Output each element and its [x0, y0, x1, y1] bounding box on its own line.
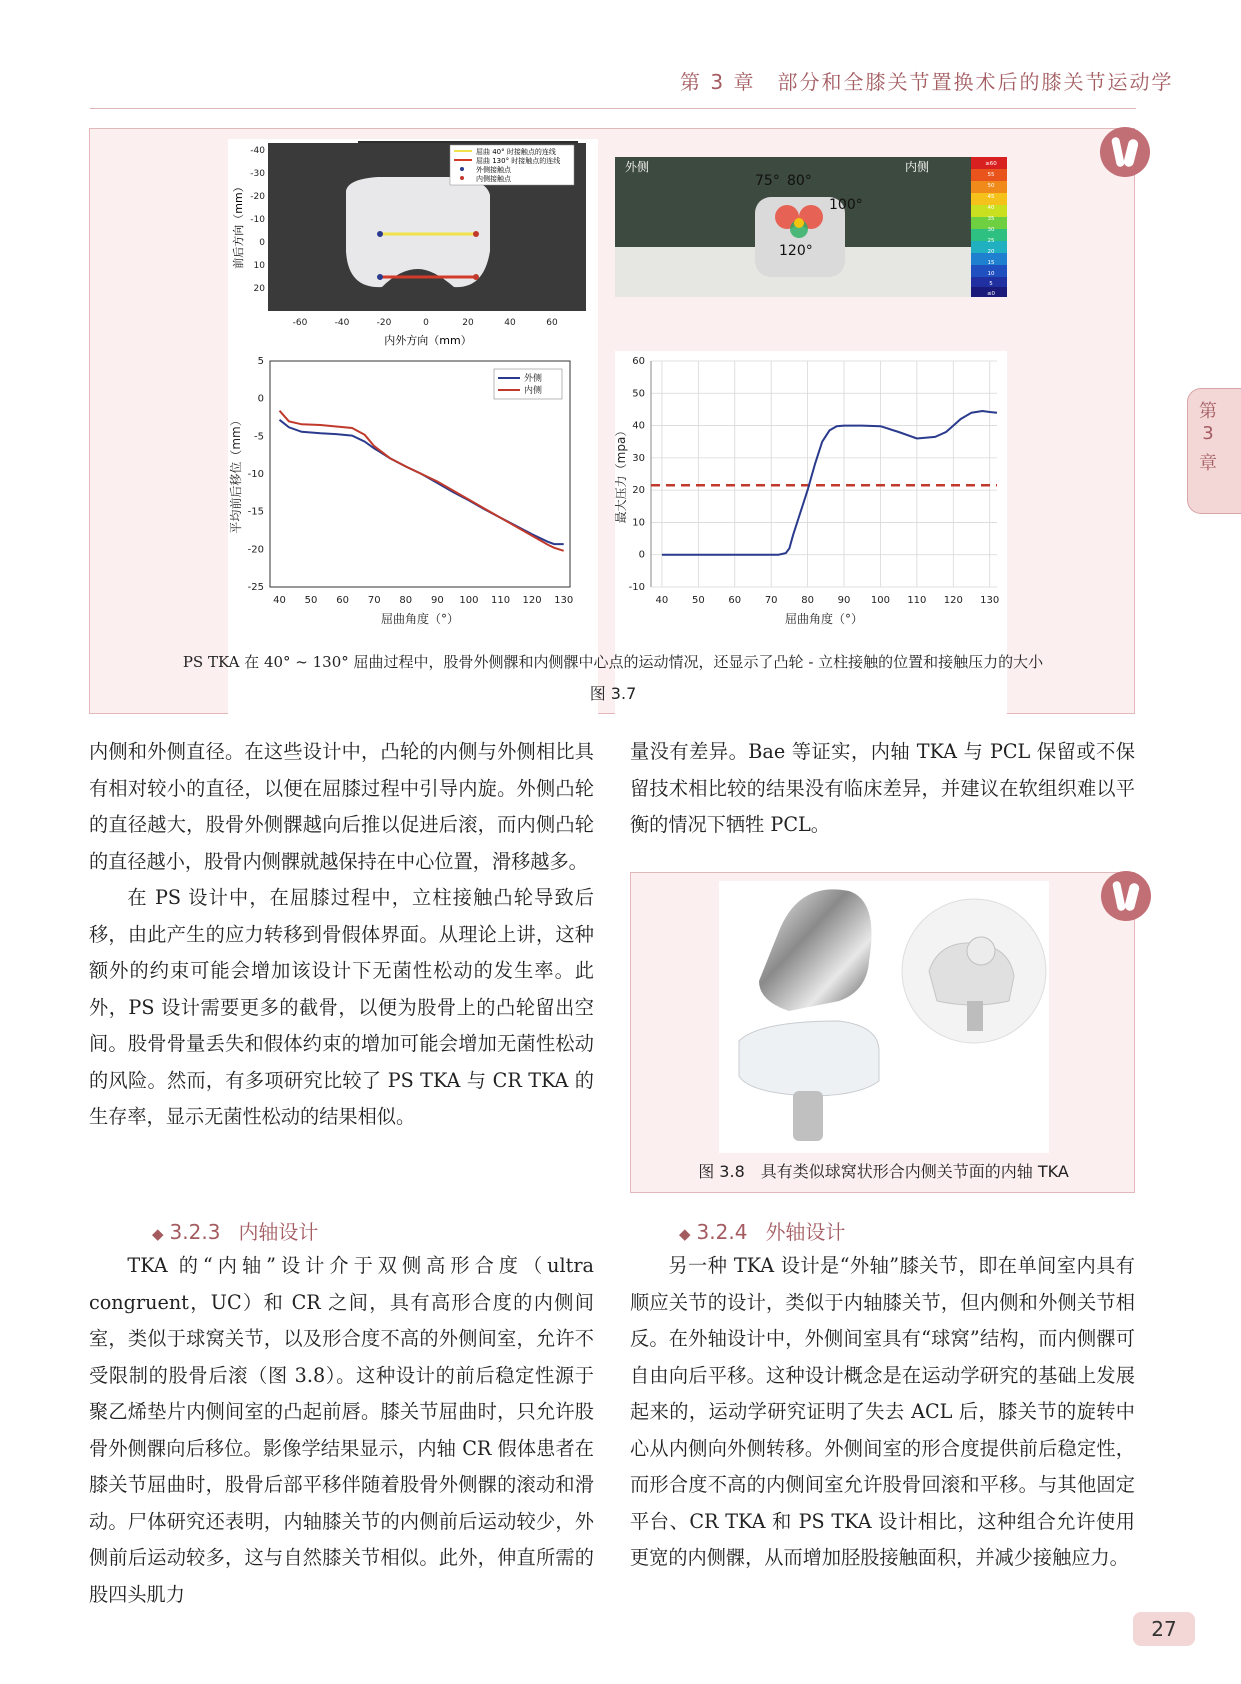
figure-3-8-panel	[630, 872, 1135, 1193]
section-heading-3-2-4: ◆ 3.2.4 外轴设计	[679, 1220, 846, 1244]
y-axis-label: 最大压力（mpa）	[615, 424, 628, 524]
a-xtick: -20	[376, 318, 392, 328]
a-xlabel: 内外方向（mm）	[384, 334, 472, 347]
legend-label: 内侧	[524, 386, 543, 396]
y-tick-label: -20	[247, 544, 264, 556]
x-tick-label: 110	[490, 595, 511, 606]
paragraph: 内侧和外侧直径。在这些设计中，凸轮的内侧与外侧相比具有相对较小的直径，以便在屈膝过程中引导内旋。外侧凸轮的直径越大，股骨外侧髁越向后推以促进后滚，而内侧凸轮的直径越小，股骨内侧髁就越保持在中心位置，滑移越多。	[89, 740, 594, 873]
a-ytick: -30	[250, 169, 265, 179]
diamond-icon: ◆	[679, 1225, 691, 1243]
chapter-side-tab	[1187, 388, 1241, 514]
tibial-stem	[793, 1091, 823, 1141]
svg-text:40: 40	[987, 205, 995, 211]
lateral-point-40	[377, 231, 383, 237]
y-tick-label: -15	[247, 506, 264, 518]
x-tick-label: 120	[522, 595, 542, 606]
y-tick-label: 30	[632, 452, 645, 464]
svg-text:20: 20	[987, 249, 995, 255]
x-tick-label: 120	[943, 595, 963, 606]
a-ytick: 20	[253, 284, 265, 294]
y-tick-label: 5	[257, 356, 264, 367]
side-tab-line1: 第	[1199, 401, 1217, 422]
x-tick-label: 50	[304, 595, 318, 606]
y-tick-label: -25	[247, 582, 264, 593]
panel-b-svg	[615, 157, 1007, 297]
left-column-bottom	[89, 1248, 594, 1613]
right-column-top	[630, 734, 1135, 844]
a-xtick: -60	[292, 318, 308, 328]
knee-implant-photo	[719, 881, 1049, 1153]
side-tab-line3: 章	[1199, 453, 1217, 474]
page-number: 27	[1133, 1612, 1195, 1646]
y-tick-label: 60	[632, 356, 645, 367]
a-xtick: 0	[423, 318, 429, 328]
series-line-内侧	[280, 411, 564, 551]
x-tick-label: 70	[764, 595, 778, 606]
a-ytick: 10	[253, 261, 265, 271]
legend-a-4: 内侧接触点	[476, 175, 511, 183]
paragraph: 在 PS 设计中，在屈膝过程中，立柱接触凸轮导致后移，由此产生的应力转移到骨假体界面。从理论上讲，这种额外的约束可能会增加该设计下无菌性松动的发生率。此外，PS 设计需要更多的截骨，以便为股骨上的凸轮留出空间。股骨骨量丢失和假体约束的增加可能会增加无菌性松动的风险。然而，有多项研究比较了 PS TKA 与 CR TKA 的生存率，显示无菌性松动的结果相似。	[89, 886, 594, 1128]
y-tick-label: -10	[247, 469, 264, 480]
x-tick-label: 80	[801, 595, 814, 606]
legend-a-1: 屈曲 40° 时接触点的连线	[476, 148, 556, 156]
a-xtick: -40	[334, 318, 350, 328]
paragraph: TKA 的“内轴”设计介于双侧高形合度（ultra congruent，UC）和 CR 之间，具有高形合度的内侧间室，类似于球窝关节，以及形合度不高的外侧间室，允许不受限制的股骨后滚（图 3.8）。这种设计的前后稳定性源于聚乙烯垫片内侧间室的凸起前唇。膝关节屈曲时，只允许股骨外侧髁向后移位。影像学结果显示，内轴 CR 假体患者在膝关节屈曲时，股骨后部平移伴随着股骨外侧髁的滚动和滑动。尸体研究还表明，内轴膝关节的内侧前后运动较少，外侧前后运动较多，这与自然膝关节相似。此外，伸直所需的股四头肌力	[89, 1254, 594, 1606]
a-ylabel: 前后方向（mm）	[232, 181, 245, 269]
angle-label: 120°	[779, 243, 813, 259]
x-tick-label: 70	[367, 595, 381, 606]
section-heading-3-2-3: ◆ 3.2.3 内轴设计	[152, 1220, 319, 1244]
paragraph: 另一种 TKA 设计是“外轴”膝关节，即在单间室内具有顺应关节的设计，类似于内轴膝关节，但内侧和外侧关节相反。在外轴设计中，外侧间室具有“球窝”结构，而内侧髁可自由向后平移。这种设计概念是在运动学研究的基础上发展起来的，运动学研究证明了失去 ACL 后，膝关节的旋转中心从内侧向外侧转移。外侧间室的形合度提供前后稳定性，而形合度不高的内侧间室允许股骨回滚和平移。与其他固定平台、CR TKA 和 PS TKA 设计相比，这种组合允许使用更宽的内侧髁，从而增加胫股接触面积，并减少接触应力。	[630, 1254, 1135, 1569]
left-column-top	[89, 734, 594, 1136]
figure-3-7-panel	[89, 128, 1135, 714]
lateral-point-130	[377, 274, 383, 280]
figure-3-8-caption: 图 3.8 具有类似球窝状形合内侧关节面的内轴 TKA	[698, 1162, 1069, 1181]
figure-3-7-label: 图 3.7	[589, 684, 637, 703]
y-tick-label: 0	[638, 549, 645, 561]
angle-label: 75°	[755, 173, 780, 189]
lateral-label: 外侧	[625, 160, 650, 174]
figure-3-7-caption: PS TKA 在 40° ~ 130° 屈曲过程中，股骨外侧髁和内侧髁中心点的运动情况，还显示了凸轮 - 立柱接触的位置和接触压力的大小	[182, 653, 1044, 671]
x-tick-label: 50	[691, 595, 705, 606]
tibial-insert	[739, 1021, 879, 1096]
chart-c-displacement	[228, 351, 598, 769]
y-tick-label: 40	[632, 420, 645, 432]
bone-logo-icon	[1101, 871, 1151, 921]
femoral-component	[759, 889, 872, 1011]
chart-c-svg	[228, 351, 598, 769]
angle-label: 100°	[829, 197, 863, 213]
y-tick-label: 10	[632, 517, 645, 529]
medial-point-130	[473, 274, 479, 280]
panel-b-cam-post-photo	[615, 157, 1007, 297]
panel-a-svg	[228, 139, 598, 351]
y-axis-label: 平均前后移位（mm）	[229, 414, 243, 534]
chart-legend	[494, 369, 562, 399]
chart-d-pressure	[615, 351, 1007, 769]
side-tab-line2: 3	[1202, 423, 1214, 444]
svg-text:5: 5	[989, 281, 993, 287]
x-tick-label: 60	[336, 595, 349, 606]
legend-a-3: 外侧接触点	[476, 166, 511, 174]
svg-text:≥60: ≥60	[985, 161, 997, 167]
series-line-pressure	[662, 411, 997, 555]
svg-text:≤0: ≤0	[986, 291, 996, 297]
svg-text:10: 10	[987, 271, 995, 277]
svg-text:45: 45	[987, 194, 995, 200]
x-tick-label: 40	[273, 595, 286, 606]
y-tick-label: -10	[628, 582, 645, 593]
svg-text:55: 55	[987, 172, 995, 178]
a-ytick: -40	[250, 146, 265, 156]
svg-text:25: 25	[987, 238, 995, 244]
x-axis-label: 屈曲角度（°）	[784, 612, 864, 626]
svg-text:30: 30	[987, 227, 995, 233]
header-rule	[90, 108, 1136, 109]
a-xtick: 40	[504, 318, 516, 328]
right-column-bottom	[630, 1248, 1135, 1577]
a-ytick: -20	[250, 192, 265, 202]
knee-implant-svg	[719, 881, 1049, 1153]
x-tick-label: 130	[554, 595, 574, 606]
y-tick-label: -5	[254, 431, 264, 443]
y-tick-label: 20	[632, 485, 645, 497]
bone-logo-icon	[1100, 127, 1150, 177]
y-tick-label: 0	[257, 393, 264, 405]
a-xtick: 20	[462, 318, 474, 328]
x-tick-label: 90	[837, 595, 851, 606]
panel-a-contact-plot	[228, 139, 598, 351]
series-line-外侧	[280, 420, 564, 544]
x-tick-label: 110	[907, 595, 927, 606]
diamond-icon: ◆	[152, 1225, 164, 1243]
svg-text:15: 15	[987, 260, 995, 266]
chart-d-svg	[615, 351, 1007, 769]
running-header: 第 3 章 部分和全膝关节置换术后的膝关节运动学	[680, 70, 1174, 94]
x-tick-label: 100	[870, 595, 890, 606]
x-axis-label: 屈曲角度（°）	[380, 612, 460, 626]
x-tick-label: 80	[399, 595, 413, 606]
a-xtick: 60	[546, 318, 558, 328]
svg-text:35: 35	[987, 216, 995, 222]
svg-text:50: 50	[987, 183, 995, 189]
medial-label: 内侧	[905, 160, 930, 174]
legend-label: 外侧	[524, 374, 543, 384]
x-tick-label: 40	[655, 595, 669, 606]
x-tick-label: 90	[431, 595, 444, 606]
legend-a-2: 屈曲 130° 时接触点的连线	[476, 157, 561, 165]
a-ytick: 0	[259, 238, 265, 248]
x-tick-label: 60	[728, 595, 742, 606]
angle-label: 80°	[787, 173, 812, 189]
paragraph: 量没有差异。Bae 等证实，内轴 TKA 与 PCL 保留或不保留技术相比较的结果没有临床差异，并建议在软组织难以平衡的情况下牺牲 PCL。	[630, 740, 1135, 836]
x-tick-label: 130	[980, 595, 1000, 606]
x-tick-label: 100	[459, 595, 479, 606]
y-tick-label: 50	[632, 388, 645, 400]
medial-point-40	[473, 231, 479, 237]
a-ytick: -10	[250, 215, 265, 225]
